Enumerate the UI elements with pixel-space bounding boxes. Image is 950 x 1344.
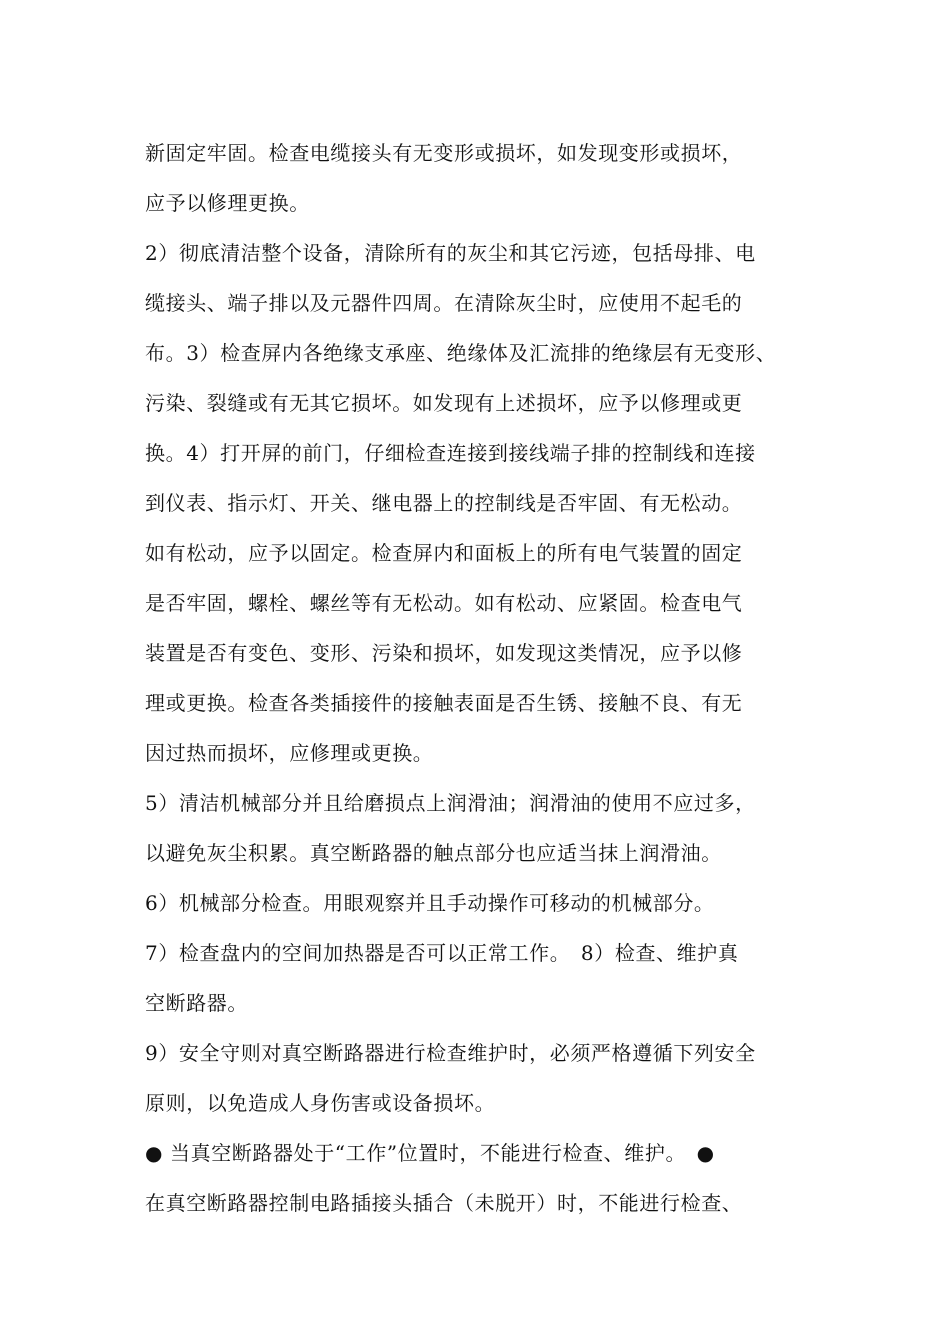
- text-line: 空断路器。: [145, 991, 248, 1015]
- text-line: 以避免灰尘积累。真空断路器的触点部分也应适当抹上润滑油。: [145, 841, 722, 865]
- text-line: 在真空断路器控制电路插接头插合（未脱开）时，不能进行检查、: [145, 1191, 743, 1215]
- text-line: 应予以修理更换。: [145, 191, 310, 215]
- text-line: 7）检查盘内的空间加热器是否可以正常工作。 8）检查、维护真: [145, 941, 739, 965]
- text-line: 换。4）打开屏的前门，仔细检查连接到接线端子排的控制线和连接: [145, 441, 756, 465]
- text-line: 是否牢固，螺栓、螺丝等有无松动。如有松动、应紧固。检查电气: [145, 591, 743, 615]
- text-line: 如有松动，应予以固定。检查屏内和面板上的所有电气装置的固定: [145, 541, 743, 565]
- text-line: 新固定牢固。检查电缆接头有无变形或损坏，如发现变形或损坏，: [145, 141, 743, 165]
- text-line: 5）清洁机械部分并且给磨损点上润滑油；润滑油的使用不应过多，: [145, 791, 756, 815]
- text-line: ● 当真空断路器处于“工作”位置时，不能进行检查、维护。 ●: [145, 1141, 715, 1165]
- text-line: 到仪表、指示灯、开关、继电器上的控制线是否牢固、有无松动。: [145, 491, 743, 515]
- text-line: 理或更换。检查各类插接件的接触表面是否生锈、接触不良、有无: [145, 691, 743, 715]
- text-line: 2）彻底清洁整个设备，清除所有的灰尘和其它污迹，包括母排、电: [145, 241, 756, 265]
- text-line: 布。3）检查屏内各绝缘支承座、绝缘体及汇流排的绝缘层有无变形、: [145, 341, 777, 365]
- text-line: 缆接头、端子排以及元器件四周。在清除灰尘时，应使用不起毛的: [145, 291, 743, 315]
- text-line: 9）安全守则对真空断路器进行检查维护时，必须严格遵循下列安全: [145, 1041, 756, 1065]
- text-line: 污染、裂缝或有无其它损坏。如发现有上述损坏，应予以修理或更: [145, 391, 743, 415]
- text-line: 因过热而损坏，应修理或更换。: [145, 741, 434, 765]
- text-line: 原则，以免造成人身伤害或设备损坏。: [145, 1091, 496, 1115]
- body-text: [145, 128, 825, 1228]
- text-line: 装置是否有变色、变形、污染和损坏，如发现这类情况，应予以修: [145, 641, 743, 665]
- text-line: 6）机械部分检查。用眼观察并且手动操作可移动的机械部分。: [145, 891, 715, 915]
